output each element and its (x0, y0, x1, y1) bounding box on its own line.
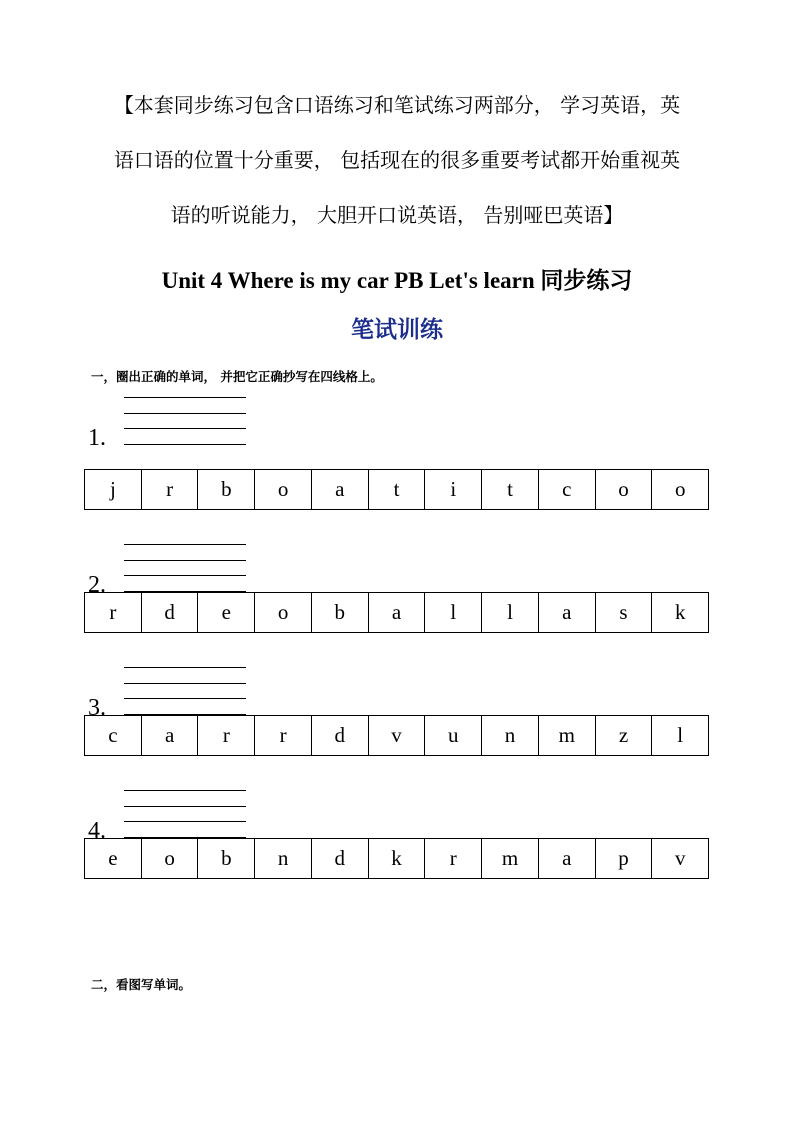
writing-line (124, 397, 246, 398)
letter-cell[interactable]: z (596, 716, 653, 755)
intro-line-2: 语口语的位置十分重要， 包括现在的很多重要考试都开始重视英 (113, 148, 681, 172)
letter-cell[interactable]: a (312, 470, 369, 509)
writing-line (124, 575, 246, 576)
writing-line (124, 790, 246, 791)
letter-grid (84, 838, 709, 879)
letter-cell[interactable]: b (312, 593, 369, 632)
writing-line (124, 413, 246, 414)
letter-cell[interactable]: l (425, 593, 482, 632)
letter-cell[interactable]: c (85, 716, 142, 755)
letter-cell[interactable]: b (198, 470, 255, 509)
letter-cell[interactable]: j (85, 470, 142, 509)
letter-cell[interactable]: m (539, 716, 596, 755)
letter-cell[interactable]: v (369, 716, 426, 755)
letter-cell[interactable]: r (425, 839, 482, 878)
question-number: 3. (88, 695, 106, 721)
letter-cell[interactable]: e (85, 839, 142, 878)
letter-cell[interactable]: e (198, 593, 255, 632)
letter-cell[interactable]: a (539, 839, 596, 878)
letter-cell[interactable]: d (312, 716, 369, 755)
writing-line (124, 667, 246, 668)
letter-cell[interactable]: o (255, 470, 312, 509)
writing-line (124, 821, 246, 822)
intro-note (80, 78, 714, 243)
letter-cell[interactable]: t (369, 470, 426, 509)
letter-cell[interactable]: k (369, 839, 426, 878)
letter-cell[interactable]: l (482, 593, 539, 632)
letter-cell[interactable]: v (674, 846, 686, 870)
section-1-heading: 一，圈出正确的单词， 并把它正确抄写在四线格上。 (91, 369, 383, 384)
letter-cell[interactable]: l (677, 723, 684, 747)
letter-cell[interactable]: t (482, 470, 539, 509)
letter-cell[interactable]: u (425, 716, 482, 755)
page-title: Unit 4 Where is my car PB Let's learn 同步练习 (161, 268, 633, 293)
letter-cell[interactable]: a (142, 716, 199, 755)
letter-cell[interactable]: r (198, 716, 255, 755)
letter-cell[interactable]: s (596, 593, 653, 632)
letter-cell[interactable]: d (312, 839, 369, 878)
letter-cell[interactable]: k (674, 600, 686, 624)
letter-cell[interactable]: c (539, 470, 596, 509)
question-number: 4. (88, 818, 106, 844)
writing-line (124, 560, 246, 561)
question-number: 2. (88, 572, 106, 598)
letter-cell[interactable]: n (482, 716, 539, 755)
writing-line (124, 428, 246, 429)
letter-grid (84, 592, 709, 633)
letter-cell[interactable]: p (596, 839, 653, 878)
letter-cell[interactable]: b (198, 839, 255, 878)
writing-line (124, 806, 246, 807)
writing-line (124, 698, 246, 699)
section-2-heading: 二，看图写单词。 (91, 977, 192, 992)
letter-cell[interactable]: n (255, 839, 312, 878)
writing-line (124, 544, 246, 545)
intro-line-1: 【本套同步练习包含口语练习和笔试练习两部分， 学习英语，英 (113, 93, 681, 117)
letter-cell[interactable]: a (539, 593, 596, 632)
writing-line (124, 444, 246, 445)
letter-cell[interactable]: d (142, 593, 199, 632)
letter-grid (84, 469, 709, 510)
page-subtitle: 笔试训练 (351, 317, 443, 343)
intro-line-3: 语的听说能力， 大胆开口说英语， 告别哑巴英语】 (170, 203, 624, 227)
writing-line (124, 683, 246, 684)
letter-cell[interactable]: o (596, 470, 653, 509)
letter-cell[interactable]: a (369, 593, 426, 632)
letter-cell[interactable]: o (255, 593, 312, 632)
letter-cell[interactable]: r (142, 470, 199, 509)
question-number: 1. (88, 425, 106, 451)
letter-cell[interactable]: r (255, 716, 312, 755)
letter-cell[interactable]: o (142, 839, 199, 878)
letter-grid (84, 715, 709, 756)
letter-cell[interactable]: r (85, 593, 142, 632)
letter-cell[interactable]: o (674, 477, 686, 501)
letter-cell[interactable]: i (425, 470, 482, 509)
letter-cell[interactable]: m (482, 839, 539, 878)
